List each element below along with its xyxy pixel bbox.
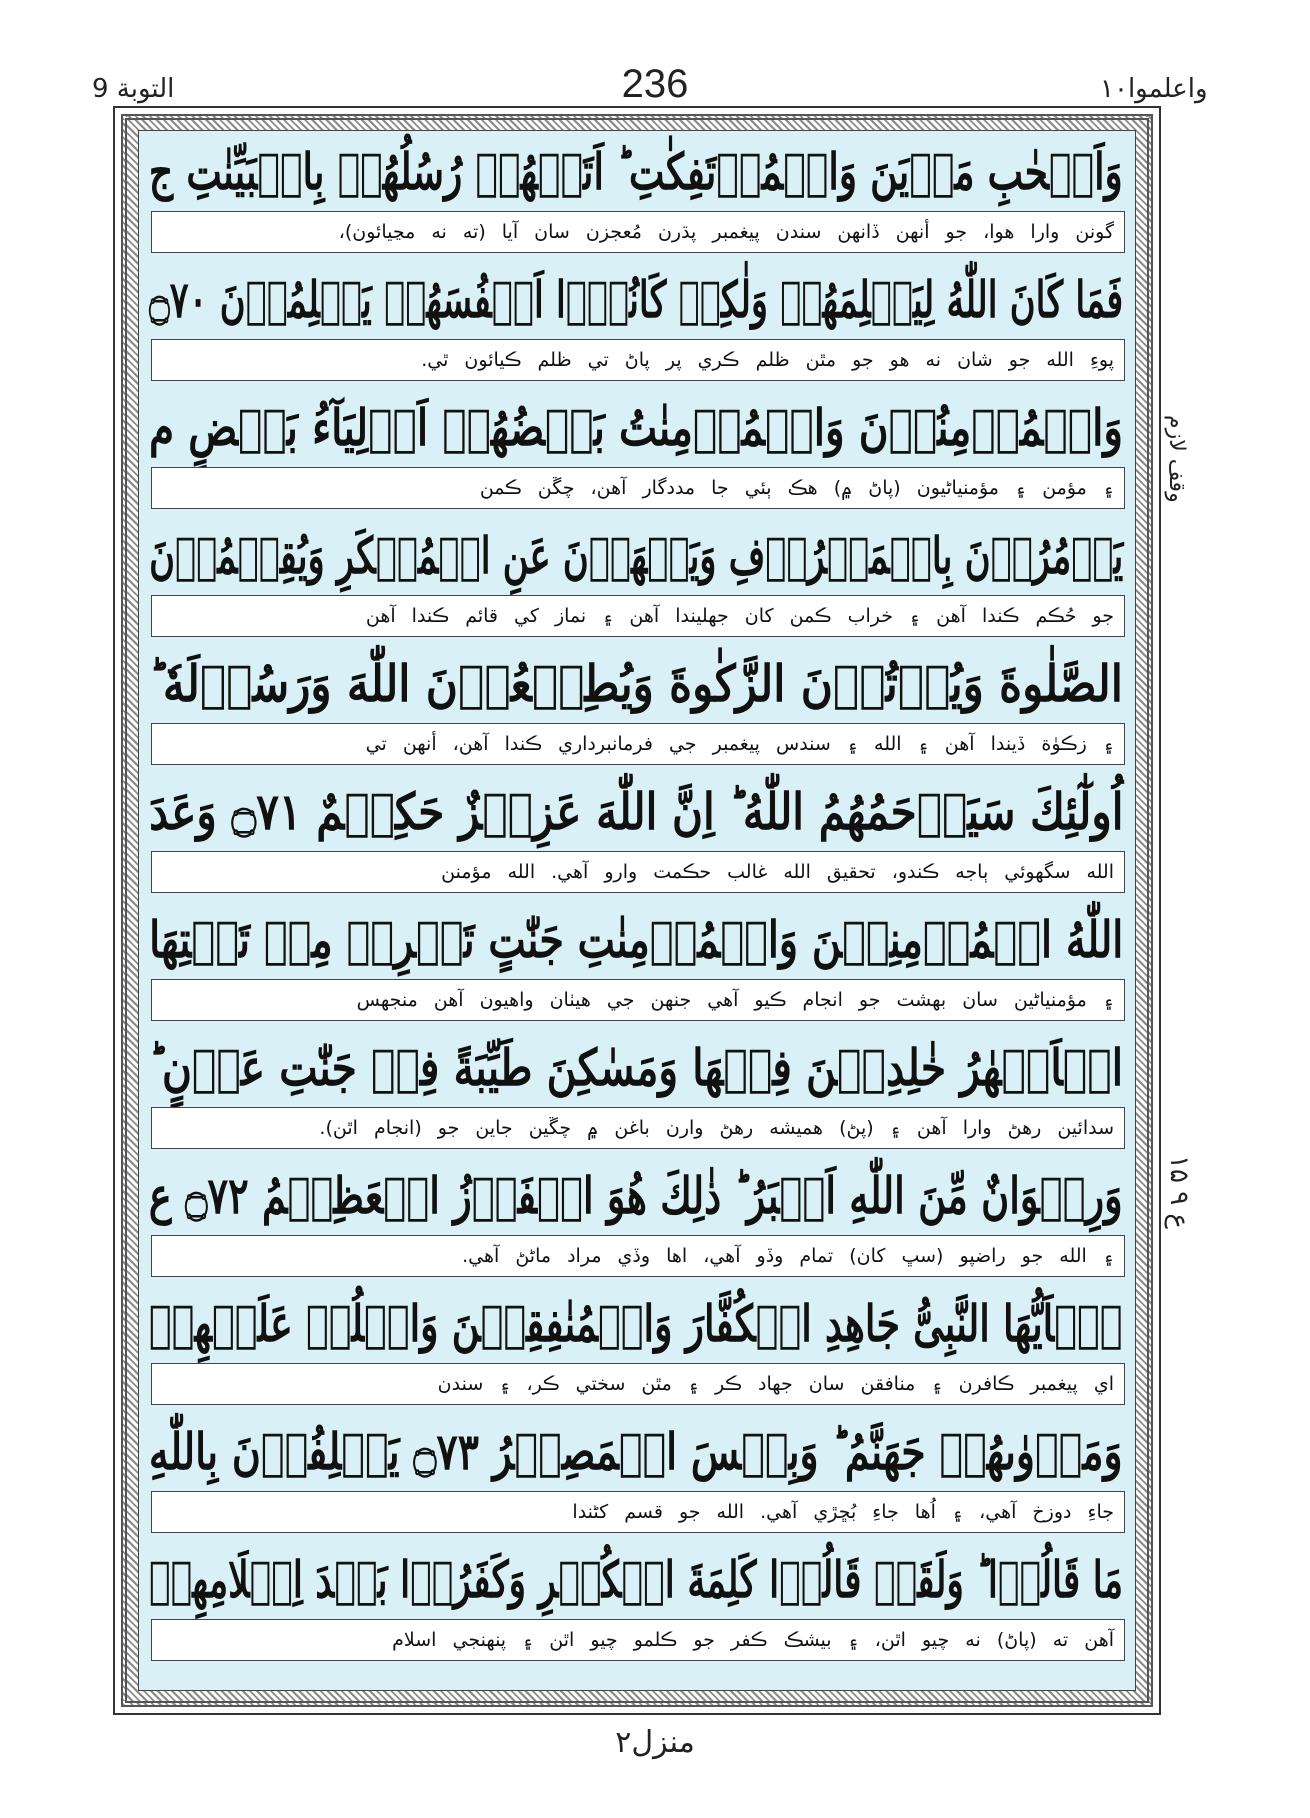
surah-name: التوبة 9 xyxy=(92,74,175,104)
margin-note-waqf: وقف لازم xyxy=(1164,415,1189,503)
page-header xyxy=(0,0,1310,110)
sindhi-translation: پوءِ الله جو شان نه هو جو مٿن ظلم ڪري پر پاڻ تي ظلم ڪيائون ٿي. xyxy=(151,339,1125,381)
arabic-line: اللّٰهُ الۡمُؤۡمِنِيۡنَ وَالۡمُؤۡمِنٰتِ جَنّٰتٍ تَجۡرِىۡ مِنۡ تَحۡتِهَا xyxy=(148,909,1123,969)
sindhi-translation: الله سگهوئي ٻاجه ڪندو، تحقيق الله غالب حڪمت وارو آهي. الله مؤمنن xyxy=(151,851,1125,893)
arabic-line: الۡاَنۡهٰرُ خٰلِدِيۡنَ فِيۡهَا وَمَسٰكِنَ طَيِّبَةً فِىۡ جَنّٰتِ عَدۡنٍ ؕ xyxy=(148,1037,1123,1097)
arabic-line: الصَّلٰوةَ وَيُؤۡتُوۡنَ الزَّكٰوةَ وَيُطِيۡعُوۡنَ اللّٰهَ وَرَسُوۡلَهٗ ؕ xyxy=(149,653,1123,713)
arabic-line: وَمَاۡوٰٮهُمۡ جَهَنَّمُ ؕ وَبِئۡسَ الۡمَصِيۡرُ ۝٧٣ يَحۡلِفُوۡنَ بِاللّٰهِ xyxy=(149,1421,1123,1481)
arabic-line: اُولٰٓئِكَ سَيَرۡحَمُهُمُ اللّٰهُ ؕ اِنَّ اللّٰهَ عَزِيۡزٌ حَكِيۡمٌ ۝٧١ وَعَدَ xyxy=(148,781,1123,841)
manzil-label: منزل٢ xyxy=(615,1725,695,1760)
arabic-line: يَاۡمُرُوۡنَ بِالۡمَعۡرُوۡفِ وَيَنۡهَوۡنَ عَنِ الۡمُنۡكَرِ وَيُقِيۡمُوۡنَ xyxy=(148,525,1123,585)
text-panel xyxy=(138,130,1136,1691)
arabic-line: وَرِضۡوَانٌ مِّنَ اللّٰهِ اَكۡبَرُ ؕ ذٰلِكَ هُوَ الۡفَوۡزُ الۡعَظِيۡمُ ۝٧٢ ع xyxy=(149,1165,1123,1225)
arabic-line: وَاَصۡحٰبِ مَدۡيَنَ وَالۡمُؤۡتَفِكٰتِ ؕ اَتَتۡهُمۡ رُسُلُهُمۡ بِالۡبَيِّنٰتِ ج xyxy=(149,141,1123,201)
sindhi-translation: جو حُڪم ڪندا آهن ۽ خراب ڪمن کان جهليندا آهن ۽ نماز کي قائم ڪندا آهن xyxy=(151,595,1125,637)
sindhi-translation: سدائين رهڻ وارا آهن ۽ (پڻ) هميشه رهڻ وارن باغن ۾ چڱين جاين جو (انجام اٿن). xyxy=(151,1107,1125,1149)
sindhi-translation: ۽ مؤمن ۽ مؤمنياڻيون (پاڻ ۾) هڪ ٻئي جا مددگار آهن، چڱن ڪمن xyxy=(151,467,1125,509)
arabic-line: مَا قَالُوۡا ؕ وَلَقَدۡ قَالُوۡا كَلِمَةَ الۡكُفۡرِ وَكَفَرُوۡا بَعۡدَ اِسۡلَامِهِمۡ xyxy=(148,1549,1123,1609)
sindhi-translation: اي پيغمبر ڪافرن ۽ منافقن سان جهاد ڪر ۽ مٿن سختي ڪر، ۽ سندن xyxy=(151,1363,1125,1405)
sindhi-translation: گونن وارا هوا، جو أنهن ڏانهن سندن پيغمبر پڌرن مُعجزن سان آيا (ته نه مڃيائون)، xyxy=(151,211,1125,253)
sindhi-translation: جاءِ دوزخ آهي، ۽ اُها جاءِ بُڇڙي آهي. الله جو قسم کڻندا xyxy=(151,1491,1125,1533)
arabic-line: فَمَا كَانَ اللّٰهُ لِيَظۡلِمَهُمۡ وَلٰكِنۡ كَانُوۡۤا اَنۡفُسَهُمۡ يَظۡلِمُوۡنَ ۝٧٠ xyxy=(148,269,1123,329)
arabic-line: يٰۤاَيُّهَا النَّبِىُّ جَاهِدِ الۡكُفَّارَ وَالۡمُنٰفِقِيۡنَ وَاغۡلُظۡ عَلَيۡهِمۡ xyxy=(149,1293,1123,1353)
juz-name: واعلموا١٠ xyxy=(1100,74,1208,104)
page-number: 236 xyxy=(621,62,689,106)
sindhi-translation: ۽ الله جو راضپو (سڀ کان) تمام وڏو آهي، اها وڏي مراد ماڻڻ آهي. xyxy=(151,1235,1125,1277)
sindhi-translation: ۽ مؤمنياڻين سان بهشت جو انجام ڪيو آهي جنهن جي هيٺان واهيون آهن منجهس xyxy=(151,979,1125,1021)
margin-note-ruku: ع ٩ ۱۵ xyxy=(1164,1155,1194,1229)
arabic-line: وَالۡمُؤۡمِنُوۡنَ وَالۡمُؤۡمِنٰتُ بَعۡضُهُمۡ اَوۡلِيَآءُ بَعۡضٍ م xyxy=(149,397,1123,457)
sindhi-translation: ۽ زڪوٰة ڏيندا آهن ۽ الله ۽ سندس پيغمبر جي فرمانبرداري ڪندا آهن، أنهن تي xyxy=(151,723,1125,765)
sindhi-translation: آهن ته (پاڻ) نه چيو اٿن، ۽ بيشڪ ڪفر جو ڪلمو چيو اٿن ۽ پنهنجي اسلام xyxy=(151,1619,1125,1661)
